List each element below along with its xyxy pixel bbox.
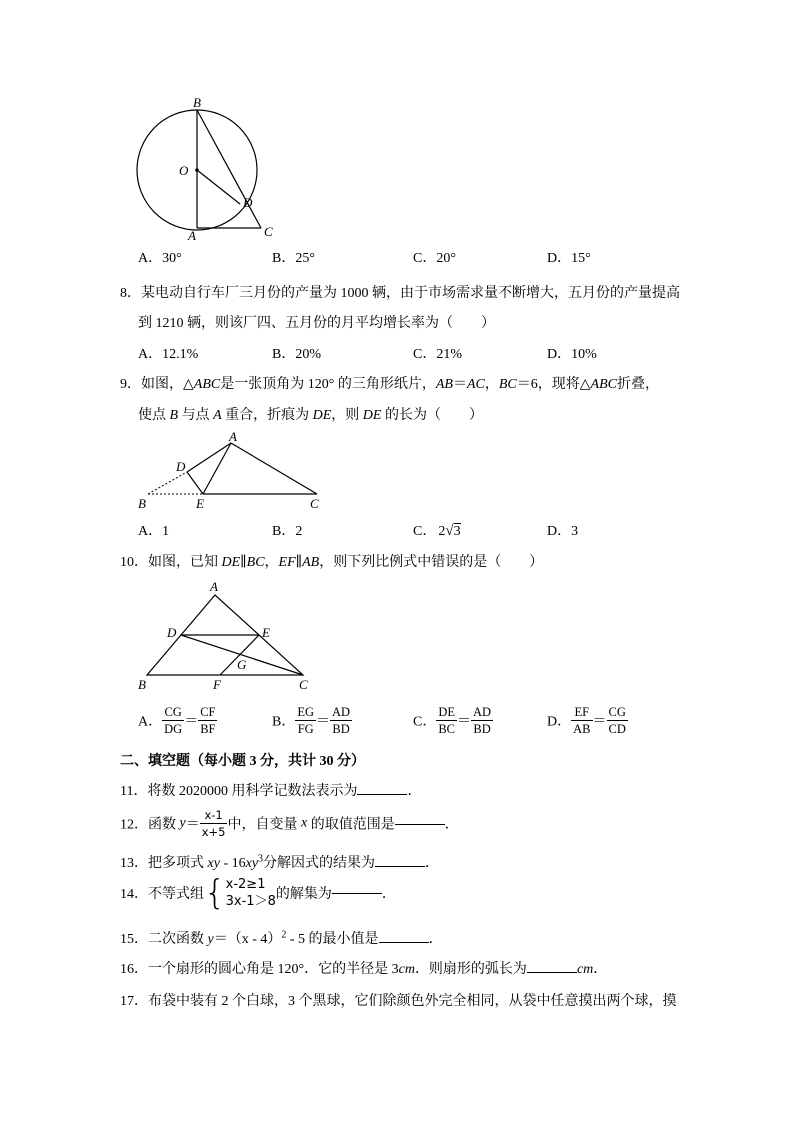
q15: 15．二次函数 y＝（x - 4）$^2$ - 5 的最小值是 ．	[120, 929, 443, 947]
q16: 16．一个扇形的圆心角是 120°．它的半径是 3cm．则扇形的弧长为 cm．	[120, 962, 608, 977]
q8-option-a[interactable]: A．12.1%	[138, 347, 199, 362]
q9-line-de	[187, 472, 203, 494]
q8-line2: 到 1210 辆，则该厂四、五月份的月平均增长率为（ ）	[138, 316, 495, 331]
q8-option-b[interactable]: B．20%	[272, 347, 321, 362]
q10-option-b[interactable]: B． $\frac{EG}{FG}$ ＝ $\frac{AD}{BD}$	[272, 705, 351, 736]
q9-option-a[interactable]: A．1	[138, 524, 170, 539]
q7-label-c: C	[264, 224, 273, 239]
q12-answer-blank[interactable]	[395, 823, 445, 825]
q10-triangle-figure	[130, 576, 320, 694]
q15-answer-blank[interactable]	[379, 941, 429, 943]
q7-line-od	[197, 170, 240, 204]
q7-line-bc	[197, 110, 261, 228]
q14: 14．不等式组{ x-2≥1 3x-1＞8 的解集为 ．	[120, 873, 396, 913]
q7-label-d: D	[243, 195, 253, 210]
q9-line2: 使点 B 与点 A 重合，折痕为 DE，则 DE 的长为（ ）	[138, 408, 483, 423]
q9-line-da	[187, 443, 231, 472]
q9-fold-figure	[130, 428, 330, 514]
q9-label-c: C	[310, 496, 319, 511]
q9-dashed-bd	[148, 472, 187, 494]
q10-label-c: C	[299, 677, 308, 692]
q8-option-c[interactable]: C．21%	[413, 347, 462, 362]
q10-label-g: G	[237, 657, 247, 672]
q13-answer-blank[interactable]	[375, 865, 425, 867]
q8-line1: 8．某电动自行车厂三月份的产量为 1000 辆，由于市场需求量不断增大，五月份的产量提高	[120, 286, 680, 301]
q7-circle-figure	[130, 92, 290, 242]
q11: 11．将数 2020000 用科学记数法表示为 ．	[120, 784, 422, 799]
q9-line-ea	[203, 443, 231, 494]
q9-label-e: E	[196, 496, 204, 511]
q7-label-o: O	[179, 163, 189, 178]
q17: 17．布袋中装有 2 个白球，3 个黑球，它们除颜色外完全相同，从袋中任意摸出两个球，摸	[120, 994, 677, 1009]
q10-label-f: F	[213, 677, 221, 692]
q11-answer-blank[interactable]	[357, 793, 407, 795]
q9-option-b[interactable]: B．2	[272, 524, 303, 539]
section-heading-fill-in: 二、填空题（每小题 3 分，共计 30 分）	[120, 754, 365, 769]
q7-label-b: B	[193, 95, 201, 110]
q10-option-a[interactable]: A． $\frac{CG}{DG}$ ＝ $\frac{CF}{BF}$	[138, 705, 216, 736]
q7-option-a[interactable]: A．30°	[138, 251, 182, 266]
q10-label-a: A	[210, 579, 218, 594]
q8-option-d[interactable]: D．10%	[547, 347, 597, 362]
q10-label-e: E	[262, 625, 270, 640]
q9-option-c[interactable]: C． 2√3	[413, 523, 461, 539]
q14-answer-blank[interactable]	[332, 892, 382, 894]
q9-label-a: A	[229, 429, 237, 444]
q10-line: 10．如图，已知 DE∥BC，EF∥AB，则下列比例式中错误的是（ ）	[120, 555, 544, 570]
q16-answer-blank[interactable]	[527, 971, 577, 973]
q7-option-d[interactable]: D．15°	[547, 251, 591, 266]
q10-option-c[interactable]: C． $\frac{DE}{BC}$ ＝ $\frac{AD}{BD}$	[413, 705, 492, 736]
q7-option-c[interactable]: C．20°	[413, 251, 456, 266]
q7-option-b[interactable]: B．25°	[272, 251, 315, 266]
q9-label-b: B	[138, 496, 146, 511]
q7-center-dot	[195, 168, 199, 172]
q7-label-a: A	[188, 228, 196, 242]
q9-line-ac	[231, 443, 317, 494]
q10-label-b: B	[138, 677, 146, 692]
q9-line1: 9．如图，△ABC是一张顶角为 120° 的三角形纸片，AB＝AC，BC＝6，现将△ABC折叠，	[120, 377, 659, 392]
q12: 12．函数 y＝ $\frac{x-1}{x+5}$ 中，自变量 x 的取值范围是 ．	[120, 808, 459, 839]
q13: 13．把多项式 xy - $16xy^3$分解因式的结果为 ．	[120, 853, 440, 871]
q9-label-d: D	[176, 459, 186, 474]
q9-option-d[interactable]: D．3	[547, 524, 579, 539]
q10-option-d[interactable]: D． $\frac{EF}{AB}$ ＝ $\frac{CG}{CD}$	[547, 705, 626, 736]
q10-label-d: D	[167, 625, 177, 640]
